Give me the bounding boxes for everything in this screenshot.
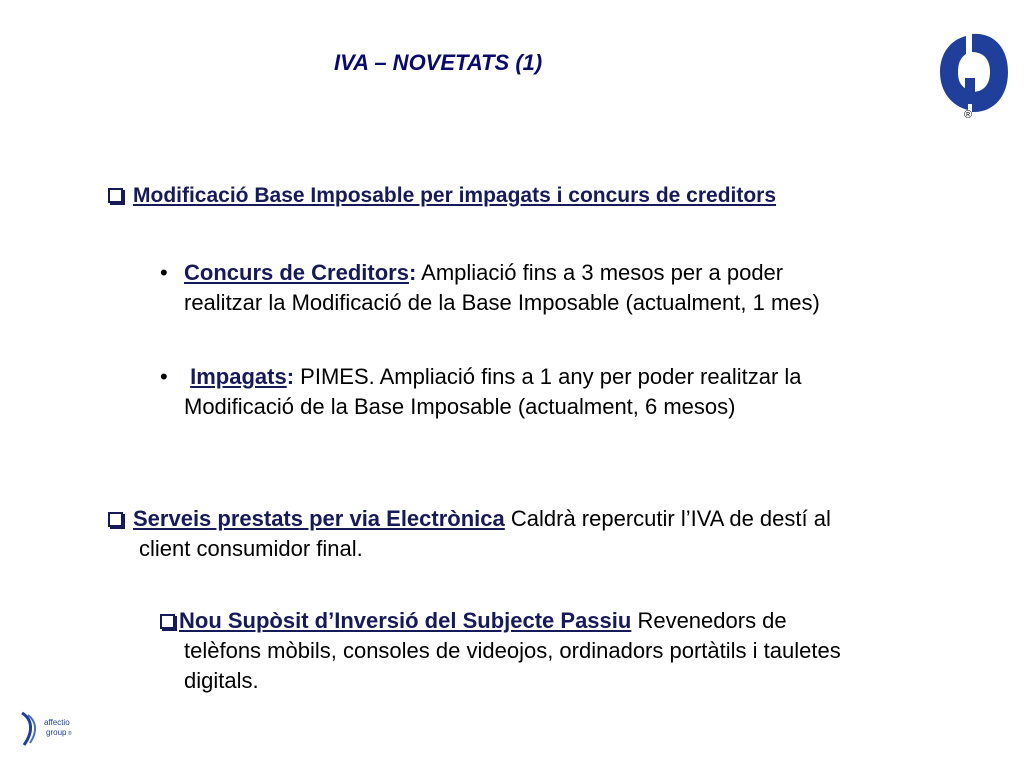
section-heading-text: Modificació Base Imposable per impagats i concurs de creditors [133, 184, 777, 207]
registered-mark: ® [964, 109, 973, 121]
section-text: Caldrà repercutir l’IVA de destí al [504, 506, 831, 531]
section-inversio [160, 606, 841, 696]
section-text: Revenedors de [631, 608, 787, 633]
section-heading-modificacio [108, 184, 776, 208]
page-title: IVA – NOVETATS (1) [334, 50, 543, 75]
colon: : [286, 364, 295, 389]
section-text-line2: client consumidor final. [139, 536, 363, 561]
bullet-text-line2: realitzar la Modificació de la Base Imposable (actualment, 1 mes) [184, 290, 820, 315]
colon: : [408, 260, 417, 285]
footer-logo-line1: affectio [44, 718, 70, 727]
checkbox-bullet-icon [108, 512, 123, 527]
checkbox-bullet-icon [108, 188, 123, 203]
bullet-text: PIMES. Ampliació fins a 1 any per poder realitzar la [294, 364, 802, 389]
footer-logo-line2: group [46, 728, 67, 737]
affectio-logo-icon [18, 709, 78, 749]
bullet-text-line2: Modificació de la Base Imposable (actualment, 6 mesos) [184, 394, 736, 419]
section-serveis [108, 504, 831, 564]
bullet-text: Ampliació fins a 3 mesos per a poder [416, 260, 784, 285]
keyword-inversio: Nou Supòsit d’Inversió del Subjecte Passiu [179, 608, 632, 633]
bullet-marker: • [160, 260, 168, 285]
keyword-serveis: Serveis prestats per via Electrònica [133, 506, 505, 531]
bullet-impagats [184, 362, 802, 422]
bullet-concurs [184, 258, 820, 318]
footer-logo-mark: ® [68, 731, 72, 737]
section-text-line2: telèfons mòbils, consoles de videojos, ordinadors portàtils i tauletes [184, 638, 841, 663]
checkbox-bullet-icon [160, 614, 175, 629]
section-text-line3: digitals. [184, 668, 259, 693]
keyword-concurs: Concurs de Creditors [184, 260, 409, 285]
bullet-marker: • [160, 364, 168, 389]
keyword-impagats: Impagats [190, 364, 287, 389]
